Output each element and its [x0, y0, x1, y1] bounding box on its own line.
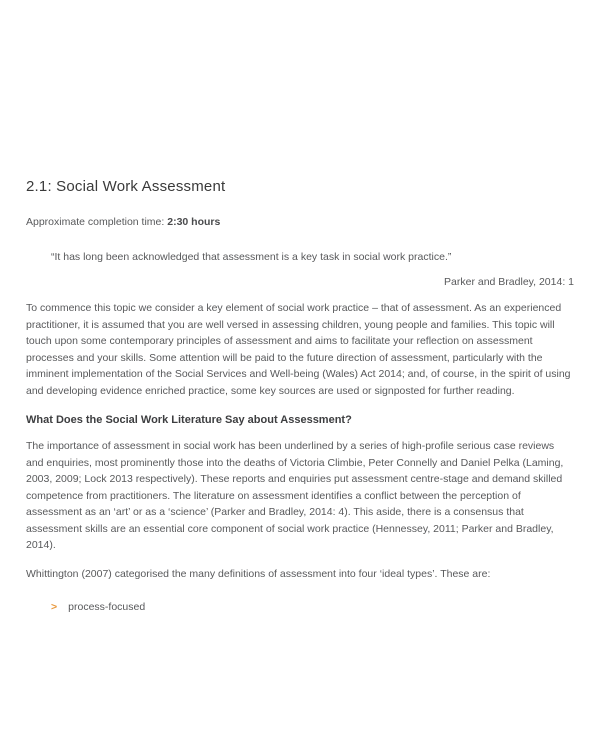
section-heading: What Does the Social Work Literature Say about Assessment?	[26, 414, 352, 426]
page-title: 2.1: Social Work Assessment	[26, 178, 226, 195]
chevron-right-icon: >	[51, 601, 58, 613]
quote-attribution: Parker and Bradley, 2014: 1	[444, 276, 574, 288]
literature-paragraph: The importance of assessment in social work has been underlined by a series of high-profile serious case reviews and enquiries, most prominently those into the deaths of Victoria Climbie, Peter Connelly and Daniel Pelka (Laming, 2003, 2009; Lock 2013 respectively). These reports and enquiries put assessment centre-stage and demand skilled competence from practitioners. The literature on assessment identifies a conflict between the perception of assessment as an ‘art’ or as a ‘science’ (Parker and Bradley, 2014: 4). This aside, there is a consensus that assessment skills are an essential core component of social work practice (Hennessey, 2011; Parker and Bradley, 2014).	[26, 440, 564, 551]
list-item-label: process-focused	[68, 601, 146, 613]
completion-time-label: Approximate completion time:	[26, 216, 168, 228]
completion-time-value: 2:30 hours	[167, 216, 221, 228]
list-item	[26, 601, 574, 613]
intro-paragraph: To commence this topic we consider a key element of social work practice – that of assessment. As an experienced practitioner, it is assumed that you are well versed in assessing children, young people and families. This topic will touch upon some contemporary principles of assessment and aims to facilitate your reflection on assessment processes and your skills. Some attention will be paid to the future direction of assessment, particularly with the imminent implementation of the Social Services and Well-being (Wales) Act 2014; and, of course, in the spirit of using and developing evidence enriched practice, some key sources are used or signposted for further reading.	[26, 302, 571, 397]
completion-time-line	[26, 216, 574, 228]
whittington-paragraph: Whittington (2007) categorised the many definitions of assessment into four ‘ideal types’. These are:	[26, 567, 491, 580]
blockquote: “It has long been acknowledged that assessment is a key task in social work practice.”	[51, 251, 452, 263]
